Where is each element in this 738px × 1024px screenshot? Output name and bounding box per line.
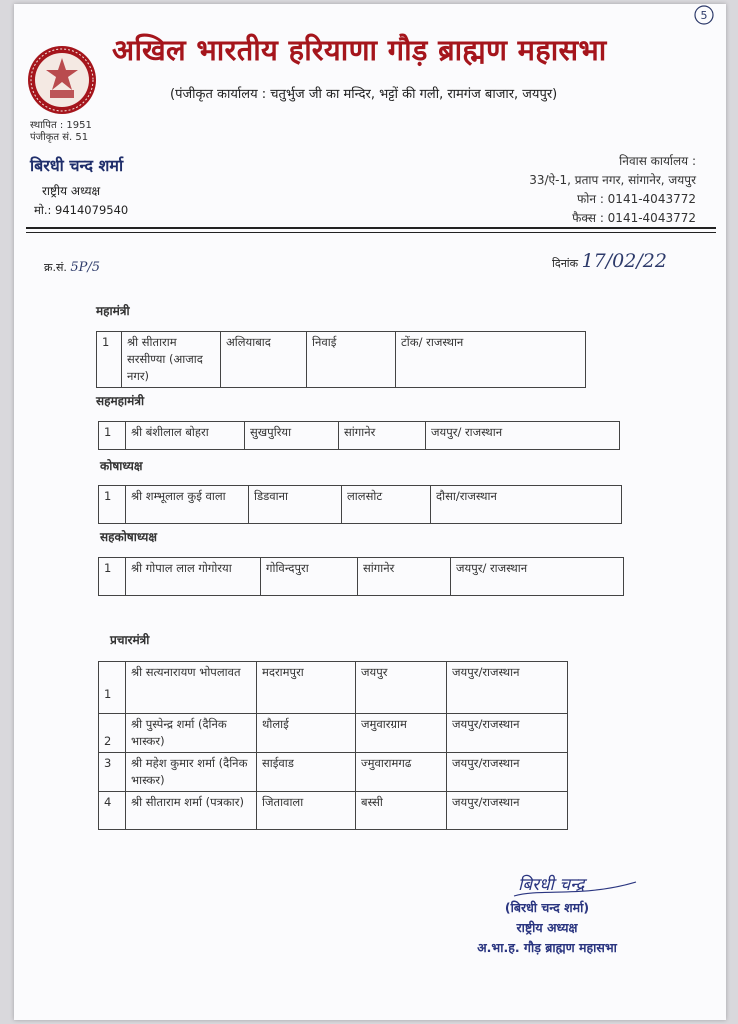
cell-tehsil: जयपुर (356, 662, 447, 714)
president-role: राष्ट्रीय अध्यक्ष (42, 184, 101, 198)
residence-office-block (529, 152, 696, 228)
table-koshadhyaksh (98, 485, 622, 524)
registration-number: पंजीकृत सं. 51 (30, 132, 89, 143)
page-number: 5 (700, 9, 708, 22)
table-row (99, 714, 568, 753)
table-row (99, 753, 568, 792)
table-sahmahamantri (98, 421, 620, 450)
cell-village: गोविन्दपुरा (261, 558, 358, 596)
table-mahamantri (96, 331, 586, 388)
cell-tehsil: बस्सी (356, 792, 447, 830)
established-year: स्थापित : 1951 (30, 120, 92, 131)
cell-name: श्री गोपाल लाल गोगोरया (126, 558, 261, 596)
section-heading-pracharmantri: प्रचारमंत्री (110, 633, 150, 647)
reference-number (44, 260, 100, 275)
cell-district-state: टोंक/ राजस्थान (396, 332, 586, 388)
section-heading-sahmahamantri: सहमहामंत्री (96, 394, 145, 408)
cell-tehsil: लालसोट (342, 486, 431, 524)
table-row (99, 792, 568, 830)
table-pracharmantri (98, 661, 568, 830)
cell-serial: 4 (99, 792, 126, 830)
header-divider (26, 227, 716, 229)
table-row (99, 558, 624, 596)
cell-name: श्री सीताराम सरसीण्या (आजाद नगर) (122, 332, 221, 388)
cell-district-state: दौसा/राजस्थान (431, 486, 622, 524)
cell-name: श्री पुस्पेन्द्र शर्मा (दैनिक भास्कर) (126, 714, 257, 753)
cell-tehsil: निवाई (307, 332, 396, 388)
table-row (99, 422, 620, 450)
residence-address: 33/ऐ-1, प्रताप नगर, सांगानेर, जयपुर (529, 173, 696, 187)
date-value: 17/02/22 (581, 250, 667, 272)
cell-serial: 1 (99, 558, 126, 596)
header-divider-thin (26, 232, 716, 233)
president-mobile: मो.: 9414079540 (34, 203, 129, 217)
president-name: बिरधी चन्द शर्मा (30, 156, 124, 175)
organization-title: अखिल भारतीय हरियाणा गौड़ ब्राह्मण महासभा (112, 33, 607, 67)
cell-serial: 1 (99, 486, 126, 524)
signature-block (452, 898, 642, 958)
cell-district-state: जयपुर/राजस्थान (447, 714, 568, 753)
cell-village: डिडवाना (249, 486, 342, 524)
organization-logo-icon (26, 44, 98, 116)
page-number-circle (693, 4, 715, 26)
reference-label: क्र.सं. (44, 261, 67, 274)
registered-office-address: (पंजीकृत कार्यालय : चतुर्भुज जी का मन्दिर, भट्टों की गली, रामगंज बाजार, जयपुर) (170, 87, 558, 102)
table-row (97, 332, 586, 388)
section-heading-mahamantri: महामंत्री (96, 304, 130, 318)
signatory-organization: अ.भा.ह. गौड़ ब्राह्मण महासभा (477, 940, 617, 955)
cell-village: थौलाई (257, 714, 356, 753)
cell-name: श्री सीताराम शर्मा (पत्रकार) (126, 792, 257, 830)
cell-tehsil: ज्मुवारामगढ (356, 753, 447, 792)
date-label: दिनांक (552, 257, 579, 270)
cell-serial: 3 (99, 753, 126, 792)
cell-district-state: जयपुर/ राजस्थान (451, 558, 624, 596)
cell-name: श्री महेश कुमार शर्मा (दैनिक भास्कर) (126, 753, 257, 792)
cell-district-state: जयपुर/ राजस्थान (426, 422, 620, 450)
signature-scribble (512, 868, 640, 902)
cell-tehsil: सांगानेर (339, 422, 426, 450)
cell-district-state: जयपुर/राजस्थान (447, 753, 568, 792)
cell-serial: 1 (99, 662, 126, 714)
signature-scribble-text: बिरधी चन्द्र (518, 875, 585, 895)
fax-number: फैक्स : 0141-4043772 (572, 211, 696, 225)
cell-village: मदरामपुरा (257, 662, 356, 714)
cell-name: श्री शम्भूलाल कुई वाला (126, 486, 249, 524)
table-sahkoshadhyaksh (98, 557, 624, 596)
cell-village: अलियाबाद (221, 332, 307, 388)
table-row (99, 662, 568, 714)
cell-name: श्री बंशीलाल बोहरा (126, 422, 245, 450)
signatory-role: राष्ट्रीय अध्यक्ष (516, 920, 578, 935)
letter-date (552, 250, 667, 272)
establishment-info (30, 120, 92, 144)
cell-serial: 1 (97, 332, 122, 388)
reference-value: 5P/5 (70, 260, 101, 275)
section-heading-koshadhyaksh: कोषाध्यक्ष (100, 459, 143, 473)
cell-village: सुखपुरिया (245, 422, 339, 450)
phone-number: फोन : 0141-4043772 (576, 192, 696, 206)
cell-tehsil: सांगानेर (358, 558, 451, 596)
cell-village: साईवाड (257, 753, 356, 792)
cell-tehsil: जमुवारग्राम (356, 714, 447, 753)
section-heading-sahkoshadhyaksh: सहकोषाध्यक्ष (100, 530, 157, 544)
cell-district-state: जयपुर/राजस्थान (447, 662, 568, 714)
table-row (99, 486, 622, 524)
cell-district-state: जयपुर/राजस्थान (447, 792, 568, 830)
cell-serial: 1 (99, 422, 126, 450)
cell-serial: 2 (99, 714, 126, 753)
cell-name: श्री सत्यनारायण भोपलावत (126, 662, 257, 714)
residence-office-label: निवास कार्यालय : (619, 154, 696, 168)
signatory-name: (बिरधी चन्द शर्मा) (504, 900, 590, 915)
cell-village: जितावाला (257, 792, 356, 830)
